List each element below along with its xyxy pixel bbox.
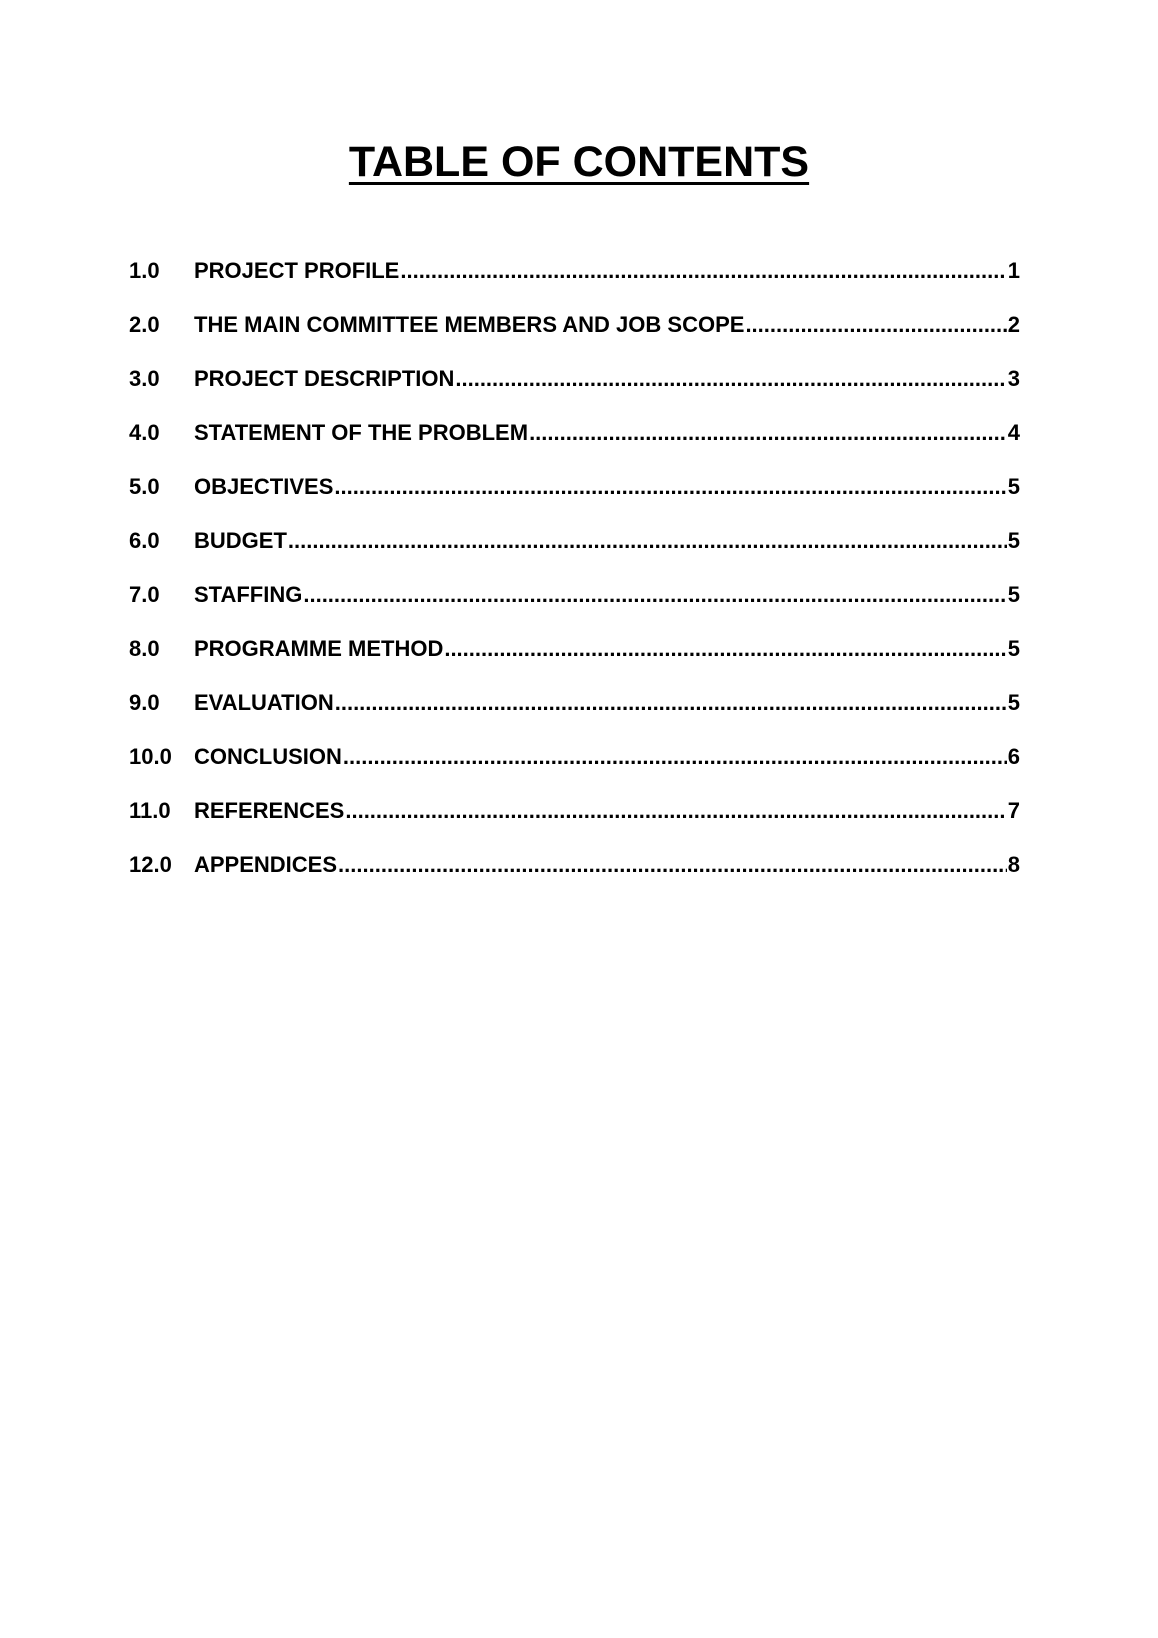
toc-entry-number: 1.0 [129,258,160,283]
toc-entry-title: PROGRAMME METHOD [194,636,444,661]
toc-entry-page: 4 [1007,420,1020,445]
toc-entry-number: 8.0 [129,636,160,661]
toc-entry[interactable] [129,256,1020,310]
page-title-text: TABLE OF CONTENTS [348,138,810,186]
toc-entry-number: 4.0 [129,420,160,445]
toc-dot-leader [444,634,1006,664]
toc-entry-number: 10.0 [129,744,172,769]
toc-entry-number: 12.0 [129,852,172,877]
toc-dot-leader [345,796,1006,826]
toc-dot-leader [288,526,1007,556]
toc-entry-number: 7.0 [129,582,160,607]
page-title [0,136,1158,188]
toc-entry-page: 7 [1007,798,1020,823]
toc-entry-page: 5 [1007,582,1020,607]
toc-entry-number: 3.0 [129,366,160,391]
toc-entry-page: 8 [1007,852,1020,877]
toc-entry-title: OBJECTIVES [194,474,334,499]
toc-entry-number: 5.0 [129,474,160,499]
toc-entry-number: 6.0 [129,528,160,553]
toc-entry-page: 5 [1007,528,1020,553]
toc-entry-title: CONCLUSION [194,744,342,769]
toc-entry[interactable] [129,526,1020,580]
toc-entry-title: STAFFING [194,582,303,607]
toc-entry-page: 2 [1007,312,1020,337]
toc-entry[interactable] [129,472,1020,526]
toc-entry-page: 5 [1007,474,1020,499]
toc-entry[interactable] [129,634,1020,688]
toc-dot-leader [303,580,1006,610]
toc-entry[interactable] [129,796,1020,850]
toc-entry-number: 2.0 [129,312,160,337]
toc-dot-leader [338,850,1007,880]
toc-entry-page: 5 [1007,690,1020,715]
toc-entry[interactable] [129,742,1020,796]
toc-dot-leader [400,256,1006,286]
toc-entry[interactable] [129,580,1020,634]
toc-dot-leader [745,310,1006,340]
toc-entry-title: REFERENCES [194,798,345,823]
toc-dot-leader [335,688,1007,718]
toc-entry-title: PROJECT PROFILE [194,258,400,283]
toc-entry-title: EVALUATION [194,690,334,715]
toc-entry-page: 1 [1007,258,1020,283]
toc-entry-number: 11.0 [129,798,171,823]
toc-entry-title: PROJECT DESCRIPTION [194,366,455,391]
toc-entry[interactable] [129,310,1020,364]
toc-entry-title: BUDGET [194,528,287,553]
toc-dot-leader [529,418,1007,448]
toc-entry-title: THE MAIN COMMITTEE MEMBERS AND JOB SCOPE [194,312,745,337]
toc-list [129,256,1020,904]
toc-dot-leader [343,742,1007,772]
toc-entry-page: 3 [1007,366,1020,391]
toc-entry[interactable] [129,364,1020,418]
toc-entry[interactable] [129,418,1020,472]
toc-entry[interactable] [129,688,1020,742]
toc-dot-leader [455,364,1006,394]
toc-entry-page: 6 [1007,744,1020,769]
toc-entry-page: 5 [1007,636,1020,661]
toc-entry-title: APPENDICES [194,852,338,877]
toc-entry-number: 9.0 [129,690,160,715]
toc-dot-leader [334,472,1006,502]
toc-entry-title: STATEMENT OF THE PROBLEM [194,420,529,445]
toc-entry[interactable] [129,850,1020,904]
